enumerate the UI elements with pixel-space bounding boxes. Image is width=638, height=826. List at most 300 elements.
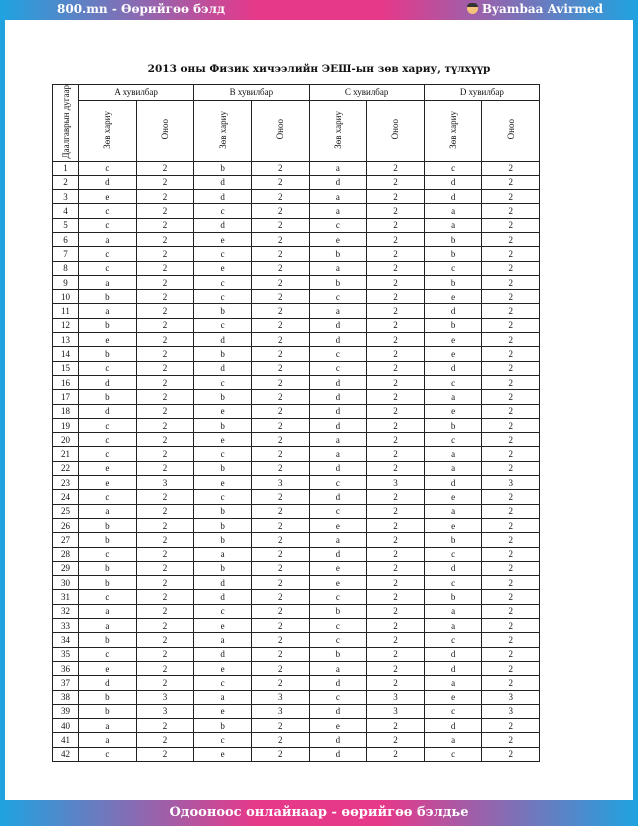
row-number-cell: 10 — [53, 290, 79, 304]
table-row — [53, 576, 540, 590]
table-row — [53, 504, 540, 518]
score-cell: 2 — [482, 547, 540, 561]
answer-cell: d — [309, 461, 367, 475]
row-number-cell: 32 — [53, 604, 79, 618]
row-number-cell: 3 — [53, 190, 79, 204]
answer-cell: d — [309, 547, 367, 561]
answer-cell: c — [79, 547, 137, 561]
score-cell: 2 — [136, 290, 194, 304]
score-cell: 2 — [251, 747, 309, 761]
answer-cell: c — [194, 318, 252, 332]
answer-cell: b — [194, 161, 252, 175]
table-row — [53, 190, 540, 204]
score-cell: 2 — [482, 619, 540, 633]
answer-column-header-label: Зөв хариу — [448, 110, 459, 149]
answer-cell: d — [309, 490, 367, 504]
score-cell: 2 — [136, 347, 194, 361]
answer-cell: a — [79, 504, 137, 518]
answer-cell: c — [194, 275, 252, 289]
score-cell: 2 — [482, 733, 540, 747]
answer-cell: d — [309, 676, 367, 690]
answer-cell: a — [424, 461, 482, 475]
score-cell: 2 — [482, 647, 540, 661]
score-cell: 2 — [482, 418, 540, 432]
answer-column-header — [194, 100, 252, 161]
answer-cell: e — [194, 476, 252, 490]
score-cell: 2 — [251, 647, 309, 661]
answer-cell: e — [309, 561, 367, 575]
score-cell: 2 — [251, 290, 309, 304]
answer-cell: c — [194, 733, 252, 747]
answer-cell: d — [194, 218, 252, 232]
row-number-cell: 5 — [53, 218, 79, 232]
answer-cell: e — [424, 404, 482, 418]
score-cell: 2 — [251, 318, 309, 332]
answer-cell: c — [309, 619, 367, 633]
score-cell: 2 — [367, 461, 425, 475]
score-cell: 2 — [482, 561, 540, 575]
score-cell: 2 — [136, 604, 194, 618]
answer-cell: d — [79, 404, 137, 418]
score-cell: 2 — [482, 304, 540, 318]
row-number-cell: 6 — [53, 233, 79, 247]
table-row — [53, 547, 540, 561]
score-cell: 2 — [482, 233, 540, 247]
row-number-cell: 26 — [53, 518, 79, 532]
score-cell: 2 — [251, 304, 309, 318]
answer-cell: c — [194, 375, 252, 389]
answer-cell: a — [424, 733, 482, 747]
score-cell: 2 — [136, 361, 194, 375]
score-cell: 2 — [251, 504, 309, 518]
answer-cell: c — [309, 590, 367, 604]
answer-cell: a — [309, 661, 367, 675]
table-row — [53, 719, 540, 733]
score-cell: 2 — [482, 261, 540, 275]
score-cell: 2 — [136, 233, 194, 247]
score-cell: 2 — [482, 204, 540, 218]
score-cell: 2 — [367, 304, 425, 318]
score-cell: 2 — [136, 533, 194, 547]
table-row — [53, 461, 540, 475]
score-cell: 2 — [136, 747, 194, 761]
score-cell: 2 — [482, 290, 540, 304]
score-cell: 2 — [482, 747, 540, 761]
score-cell: 2 — [367, 619, 425, 633]
answer-cell: c — [79, 433, 137, 447]
answer-cell: a — [194, 633, 252, 647]
score-cell: 2 — [251, 175, 309, 189]
row-number-cell: 38 — [53, 690, 79, 704]
score-cell: 2 — [482, 375, 540, 389]
score-cell: 2 — [367, 204, 425, 218]
answer-cell: d — [79, 375, 137, 389]
answer-cell: c — [309, 361, 367, 375]
row-number-cell: 40 — [53, 719, 79, 733]
row-number-cell: 8 — [53, 261, 79, 275]
score-cell: 2 — [367, 576, 425, 590]
answer-cell: b — [79, 390, 137, 404]
score-cell: 2 — [482, 161, 540, 175]
variant-header: A хувилбар — [79, 85, 194, 101]
answer-cell: c — [194, 204, 252, 218]
answer-cell: e — [424, 333, 482, 347]
table-row — [53, 375, 540, 389]
top-banner — [0, 0, 638, 20]
row-number-cell: 41 — [53, 733, 79, 747]
row-number-cell: 14 — [53, 347, 79, 361]
answer-cell: e — [194, 433, 252, 447]
score-cell: 2 — [482, 190, 540, 204]
answer-cell: b — [79, 533, 137, 547]
score-cell: 2 — [482, 275, 540, 289]
answer-cell: a — [424, 504, 482, 518]
answer-cell: b — [194, 304, 252, 318]
answer-cell: e — [194, 619, 252, 633]
score-cell: 2 — [136, 633, 194, 647]
answer-cell: c — [79, 218, 137, 232]
table-row — [53, 247, 540, 261]
row-number-cell: 16 — [53, 375, 79, 389]
score-cell: 2 — [367, 733, 425, 747]
row-number-cell: 9 — [53, 275, 79, 289]
score-cell: 2 — [482, 533, 540, 547]
answer-cell: b — [79, 518, 137, 532]
answer-cell: a — [424, 619, 482, 633]
table-row — [53, 318, 540, 332]
variant-header: B хувилбар — [194, 85, 309, 101]
row-number-cell: 37 — [53, 676, 79, 690]
answer-cell: b — [79, 290, 137, 304]
score-cell: 3 — [251, 476, 309, 490]
row-number-cell: 36 — [53, 661, 79, 675]
answer-cell: c — [194, 290, 252, 304]
answer-cell: c — [424, 547, 482, 561]
answer-cell: c — [309, 633, 367, 647]
score-cell: 2 — [367, 261, 425, 275]
row-number-cell: 7 — [53, 247, 79, 261]
answer-cell: d — [194, 576, 252, 590]
answer-cell: b — [194, 390, 252, 404]
score-cell: 2 — [367, 333, 425, 347]
table-row — [53, 361, 540, 375]
score-cell: 2 — [367, 318, 425, 332]
score-cell: 2 — [367, 647, 425, 661]
answer-cell: d — [309, 418, 367, 432]
score-cell: 2 — [136, 719, 194, 733]
row-number-header — [53, 85, 79, 162]
variant-header: D хувилбар — [424, 85, 539, 101]
answer-cell: a — [309, 161, 367, 175]
score-cell: 2 — [367, 418, 425, 432]
table-row — [53, 619, 540, 633]
answer-column-header — [79, 100, 137, 161]
table-row — [53, 404, 540, 418]
answer-cell: d — [424, 647, 482, 661]
score-cell: 3 — [367, 476, 425, 490]
score-cell: 2 — [136, 161, 194, 175]
score-cell: 2 — [367, 390, 425, 404]
score-cell: 2 — [251, 619, 309, 633]
column-header-row — [53, 100, 540, 161]
row-number-cell: 29 — [53, 561, 79, 575]
table-row — [53, 676, 540, 690]
score-cell: 2 — [251, 533, 309, 547]
score-cell: 2 — [482, 590, 540, 604]
table-row — [53, 347, 540, 361]
answer-cell: a — [309, 190, 367, 204]
answer-column-header-label: Зөв хариу — [217, 110, 228, 149]
table-row — [53, 661, 540, 675]
score-cell: 2 — [367, 218, 425, 232]
row-number-cell: 11 — [53, 304, 79, 318]
answer-cell: d — [79, 676, 137, 690]
answer-cell: b — [424, 533, 482, 547]
table-row — [53, 518, 540, 532]
score-cell: 2 — [136, 275, 194, 289]
score-cell: 2 — [367, 161, 425, 175]
answer-cell: e — [79, 476, 137, 490]
answer-cell: b — [194, 504, 252, 518]
table-row — [53, 161, 540, 175]
answer-cell: b — [79, 561, 137, 575]
row-number-cell: 22 — [53, 461, 79, 475]
row-number-cell: 30 — [53, 576, 79, 590]
answer-cell: a — [194, 547, 252, 561]
score-cell: 2 — [251, 261, 309, 275]
score-cell: 2 — [136, 518, 194, 532]
score-cell: 2 — [482, 461, 540, 475]
score-cell: 2 — [367, 504, 425, 518]
answer-cell: d — [309, 175, 367, 189]
answer-cell: a — [309, 261, 367, 275]
row-number-cell: 28 — [53, 547, 79, 561]
score-cell: 3 — [482, 476, 540, 490]
author-label — [467, 2, 603, 16]
row-number-cell: 34 — [53, 633, 79, 647]
score-cell: 2 — [136, 733, 194, 747]
score-cell: 2 — [251, 733, 309, 747]
score-cell: 2 — [367, 175, 425, 189]
score-cell: 2 — [482, 318, 540, 332]
score-cell: 3 — [367, 704, 425, 718]
row-number-cell: 13 — [53, 333, 79, 347]
answer-cell: c — [79, 361, 137, 375]
answer-cell: d — [79, 175, 137, 189]
score-cell: 2 — [136, 204, 194, 218]
answer-cell: e — [194, 747, 252, 761]
row-number-cell: 25 — [53, 504, 79, 518]
answer-cell: b — [79, 576, 137, 590]
score-cell: 2 — [367, 719, 425, 733]
score-cell: 2 — [367, 433, 425, 447]
score-cell: 2 — [367, 533, 425, 547]
score-cell: 2 — [482, 218, 540, 232]
score-cell: 3 — [367, 690, 425, 704]
score-column-header — [136, 100, 194, 161]
score-cell: 2 — [136, 304, 194, 318]
answer-cell: a — [424, 204, 482, 218]
score-cell: 3 — [251, 704, 309, 718]
score-cell: 2 — [367, 490, 425, 504]
score-cell: 2 — [367, 190, 425, 204]
answer-cell: a — [79, 233, 137, 247]
answer-cell: a — [79, 275, 137, 289]
page-title: 2013 оны Физик хичээлийн ЭЕШ-ын зөв хариу, түлхүүр — [147, 63, 491, 75]
score-cell: 2 — [251, 375, 309, 389]
row-number-cell: 20 — [53, 433, 79, 447]
answer-cell: c — [79, 161, 137, 175]
score-cell: 2 — [136, 175, 194, 189]
score-cell: 2 — [251, 404, 309, 418]
score-cell: 2 — [367, 561, 425, 575]
score-cell: 2 — [136, 218, 194, 232]
answer-cell: d — [424, 661, 482, 675]
score-cell: 2 — [367, 247, 425, 261]
answer-cell: a — [309, 304, 367, 318]
answer-cell: b — [79, 347, 137, 361]
score-cell: 2 — [482, 361, 540, 375]
answer-cell: d — [309, 747, 367, 761]
answer-cell: c — [424, 375, 482, 389]
table-row — [53, 218, 540, 232]
answer-cell: e — [79, 190, 137, 204]
row-number-cell: 4 — [53, 204, 79, 218]
score-cell: 2 — [251, 218, 309, 232]
score-cell: 2 — [367, 633, 425, 647]
score-cell: 2 — [251, 590, 309, 604]
answer-cell: b — [424, 318, 482, 332]
score-cell: 2 — [251, 275, 309, 289]
score-cell: 2 — [251, 233, 309, 247]
score-cell: 3 — [482, 690, 540, 704]
score-cell: 2 — [251, 518, 309, 532]
row-number-cell: 27 — [53, 533, 79, 547]
answer-cell: b — [194, 533, 252, 547]
answer-cell: d — [194, 333, 252, 347]
score-cell: 2 — [136, 375, 194, 389]
score-cell: 2 — [136, 590, 194, 604]
score-cell: 2 — [251, 447, 309, 461]
avatar-icon — [467, 3, 478, 14]
score-cell: 2 — [367, 361, 425, 375]
answer-cell: c — [79, 490, 137, 504]
score-column-header-label: Оноо — [275, 119, 286, 140]
score-cell: 2 — [136, 504, 194, 518]
score-cell: 2 — [251, 347, 309, 361]
score-cell: 2 — [251, 576, 309, 590]
score-column-header-label: Оноо — [505, 119, 516, 140]
score-cell: 2 — [482, 404, 540, 418]
score-cell: 3 — [136, 704, 194, 718]
answer-cell: b — [194, 561, 252, 575]
score-cell: 2 — [251, 190, 309, 204]
score-cell: 2 — [482, 676, 540, 690]
score-column-header — [482, 100, 540, 161]
answer-cell: c — [424, 704, 482, 718]
answer-cell: a — [309, 204, 367, 218]
score-cell: 2 — [367, 676, 425, 690]
answer-cell: e — [194, 404, 252, 418]
variant-header-row — [53, 85, 540, 101]
answer-cell: d — [194, 361, 252, 375]
score-cell: 2 — [136, 333, 194, 347]
score-cell: 3 — [136, 690, 194, 704]
answer-cell: b — [79, 633, 137, 647]
score-cell: 2 — [482, 504, 540, 518]
score-cell: 2 — [482, 604, 540, 618]
table-row — [53, 290, 540, 304]
answer-cell: b — [194, 418, 252, 432]
score-cell: 3 — [136, 476, 194, 490]
answer-cell: b — [424, 233, 482, 247]
row-number-cell: 18 — [53, 404, 79, 418]
answer-cell: b — [79, 690, 137, 704]
table-row — [53, 418, 540, 432]
answer-cell: c — [79, 261, 137, 275]
table-row — [53, 175, 540, 189]
score-cell: 2 — [251, 333, 309, 347]
score-cell: 2 — [367, 347, 425, 361]
row-number-cell: 35 — [53, 647, 79, 661]
answer-cell: e — [194, 704, 252, 718]
answer-cell: e — [424, 347, 482, 361]
site-label[interactable]: 800.mn - Өөрийгөө бэлд — [57, 2, 225, 16]
answer-cell: b — [424, 590, 482, 604]
table-row — [53, 390, 540, 404]
answer-cell: a — [79, 733, 137, 747]
answer-cell: b — [424, 247, 482, 261]
answer-cell: b — [194, 719, 252, 733]
footer-text[interactable]: Одооноос онлайнаар - өөрийгөө бэлдье — [169, 805, 469, 820]
row-number-cell: 31 — [53, 590, 79, 604]
answer-cell: c — [309, 347, 367, 361]
answer-cell: d — [309, 704, 367, 718]
score-cell: 2 — [367, 604, 425, 618]
score-cell: 2 — [136, 561, 194, 575]
answer-cell: a — [424, 218, 482, 232]
answer-cell: c — [424, 633, 482, 647]
answer-cell: d — [424, 561, 482, 575]
score-cell: 2 — [367, 233, 425, 247]
score-cell: 2 — [251, 633, 309, 647]
answer-cell: c — [79, 590, 137, 604]
answer-cell: e — [424, 290, 482, 304]
score-cell: 2 — [251, 161, 309, 175]
answer-cell: e — [194, 261, 252, 275]
answer-cell: c — [194, 604, 252, 618]
score-cell: 3 — [251, 690, 309, 704]
row-number-cell: 2 — [53, 175, 79, 189]
answer-cell: d — [194, 647, 252, 661]
answer-cell: c — [424, 261, 482, 275]
table-row — [53, 733, 540, 747]
answer-cell: a — [309, 447, 367, 461]
row-number-cell: 15 — [53, 361, 79, 375]
score-cell: 2 — [136, 647, 194, 661]
score-column-header-label: Оноо — [159, 119, 170, 140]
score-cell: 2 — [136, 190, 194, 204]
table-row — [53, 533, 540, 547]
answer-cell: a — [79, 604, 137, 618]
answer-cell: d — [309, 375, 367, 389]
row-number-cell: 42 — [53, 747, 79, 761]
score-cell: 2 — [136, 390, 194, 404]
score-cell: 2 — [251, 390, 309, 404]
author-name: Byambaa Avirmed — [481, 2, 603, 16]
score-cell: 2 — [136, 418, 194, 432]
table-row — [53, 647, 540, 661]
